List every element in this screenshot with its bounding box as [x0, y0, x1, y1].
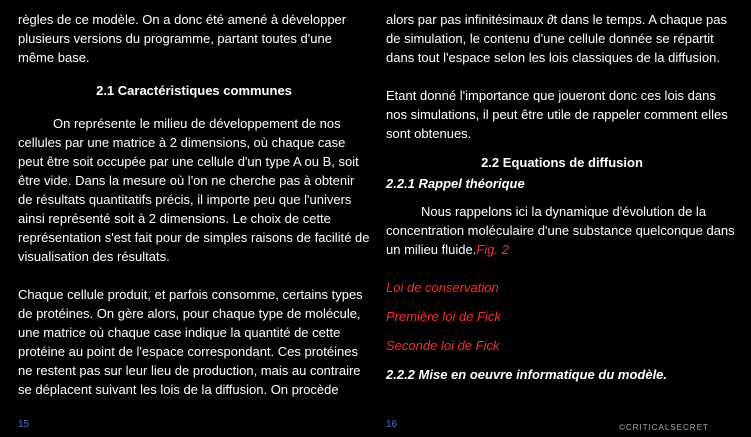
right-paragraph-1: alors par pas infinitésimaux ∂t dans le temps. A chaque pas de simulation, le contenu d'une cellule donnée se répartit dans tout l'espace selon les lois classiques de la diffusion. [386, 12, 728, 65]
left-paragraph-2: Chaque cellule produit, et parfois consomme, certains types de protéines. On gère alors, pour chaque type de molécule, une matrice où chaque case indique la quantité de cette protéine au point de l'espace correspondant. Ces protéines ne restent pas sur leur lieu de production, mais au contraire se déplacent suivant les lois de la diffusion. On procède [18, 287, 363, 397]
left-intro-paragraph: règles de ce modèle. On a donc été amené à développer plusieurs versions du programme, partant toutes d'une même base. [18, 12, 347, 65]
subsection-title-2-2-1: 2.2.1 Rappel théorique [386, 176, 525, 191]
link-loi-de-conservation[interactable]: Loi de conservation [386, 280, 499, 295]
right-paragraph-2: Etant donné l'importance que joueront donc ces lois dans nos simulations, il peut être utile de rappeler comment elles sont obtenues. [386, 88, 728, 141]
right-page [386, 10, 738, 384]
fig-2-link[interactable]: Fig. 2 [476, 242, 509, 257]
section-title-2-2: 2.2 Equations de diffusion [481, 155, 643, 170]
subsection-title-2-2-2: 2.2.2 Mise en oeuvre informatique du modèle. [386, 367, 668, 382]
link-seconde-loi-de-fick[interactable]: Seconde loi de Fick [386, 338, 500, 353]
brand-watermark: ©CRITICALSECRET [619, 423, 709, 432]
right-paragraph-3-text: Nous rappelons ici la dynamique d'évolution de la concentration moléculaire d'une substance quelconque dans un milieu fluide. [386, 204, 735, 257]
right-paragraph-3 [386, 202, 738, 259]
link-premiere-loi-de-fick[interactable]: Première loi de Fick [386, 309, 501, 324]
left-page [18, 10, 370, 399]
page-number-right: 16 [386, 419, 398, 430]
left-paragraph-1: On représente le milieu de développement de nos cellules par une matrice à 2 dimensions, où chaque case peut être soit occupée par une cellule d'un type A ou B, soit être vide. Dans la mesure où l'on ne cherche pas à obtenir de résultats quantitatifs précis, il importe peu que l'univers ainsi représenté soit à 2 dimensions. Le choix de cette représentation s'est fait pour de simples raisons de facilité de visualisation des résultats. [18, 116, 370, 264]
page-number-left: 15 [18, 419, 30, 430]
section-title-2-1: 2.1 Caractéristiques communes [96, 83, 292, 98]
